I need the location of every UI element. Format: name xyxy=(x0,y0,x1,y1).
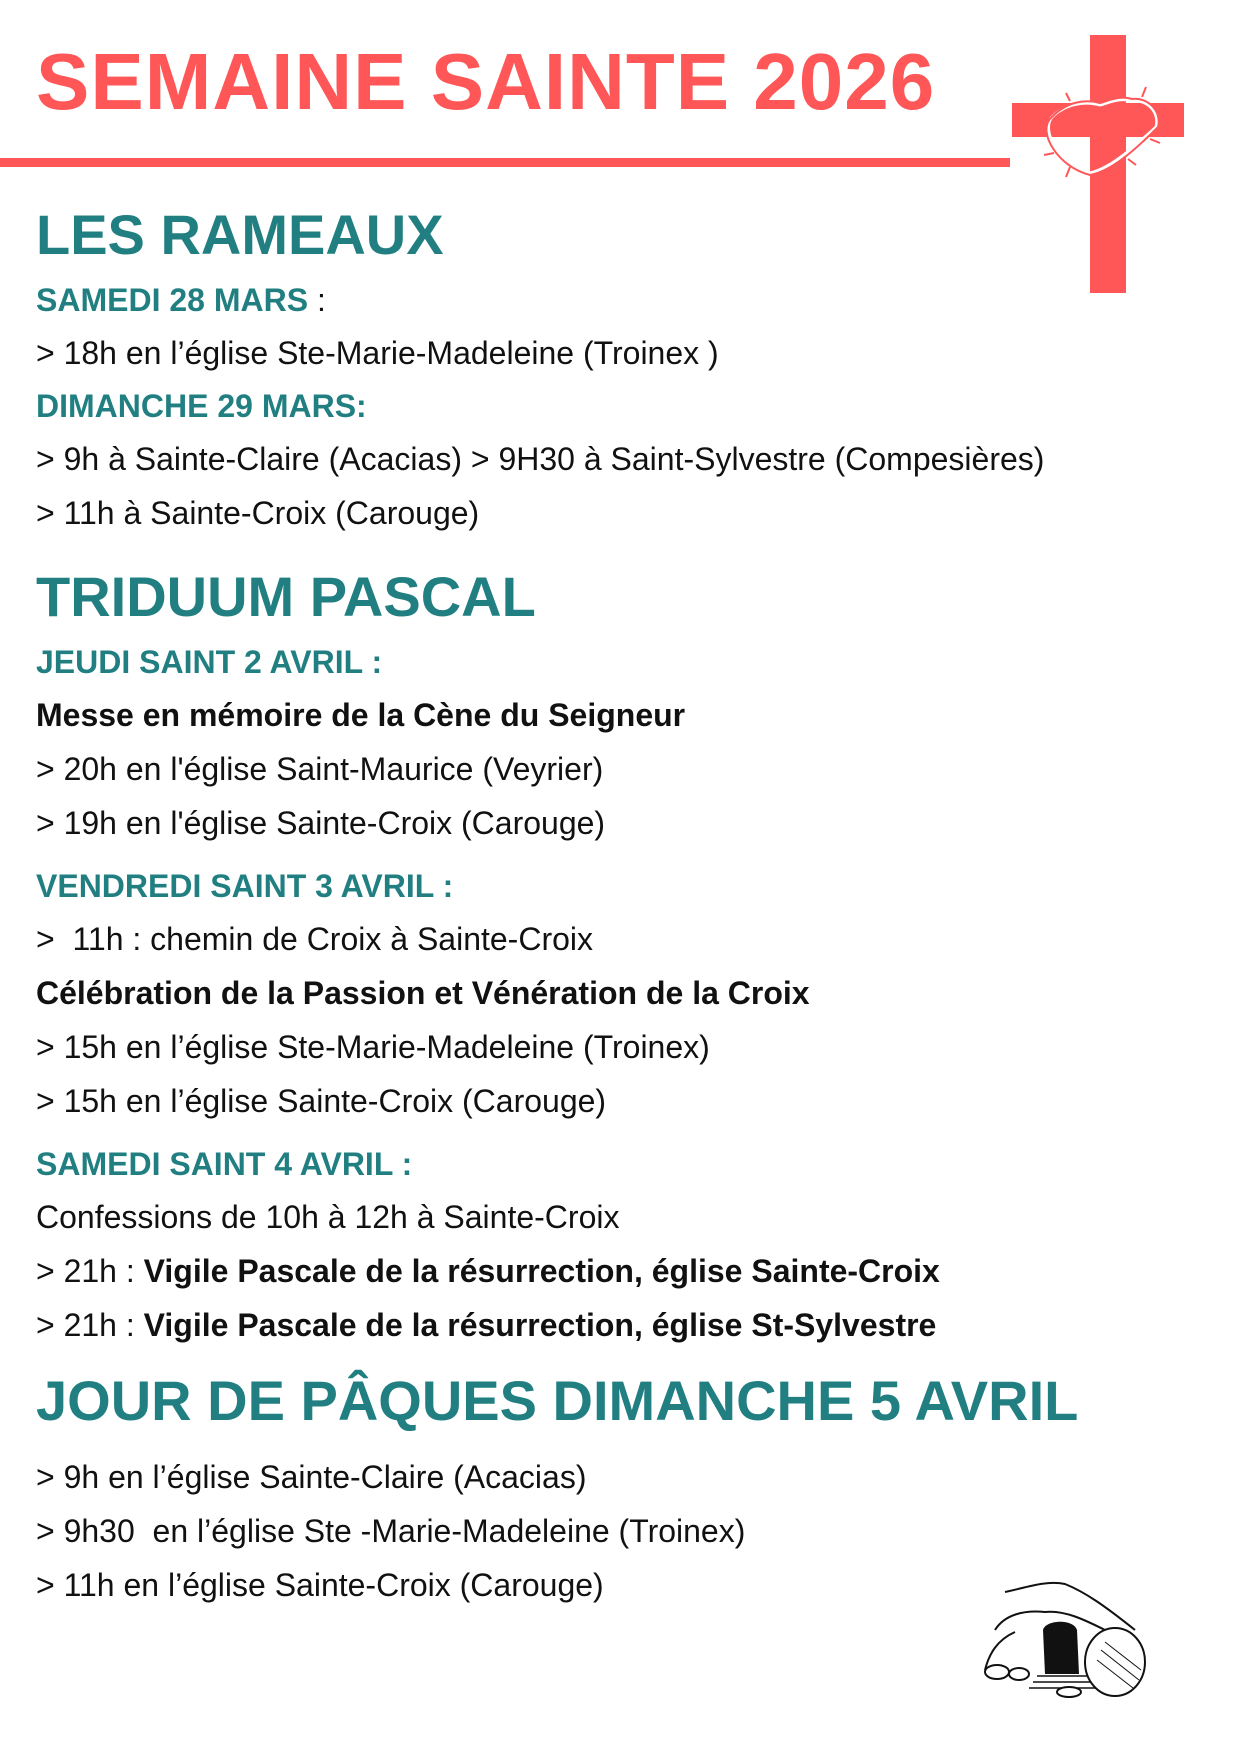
vigil-title: Vigile Pascale de la résurrection, église St-Sylvestre xyxy=(143,1307,937,1343)
spacer xyxy=(36,1352,1216,1362)
vigil-line xyxy=(36,1244,1216,1298)
section-heading-paques: JOUR DE PÂQUES DIMANCHE 5 AVRIL xyxy=(36,1369,1079,1432)
schedule-line: > 9h à Sainte-Claire (Acacias) > 9H30 à Saint-Sylvestre (Compesières) xyxy=(36,441,1045,477)
day-label-colon: : xyxy=(308,282,326,318)
schedule-line: > 19h en l'église Sainte-Croix (Carouge) xyxy=(36,805,606,841)
day-label-dimanche-29-mars: DIMANCHE 29 MARS: xyxy=(36,388,367,424)
vigil-time: > 21h : xyxy=(36,1307,144,1343)
day-label-samedi-saint: SAMEDI SAINT 4 AVRIL : xyxy=(36,1146,413,1182)
day-label-samedi-28-mars xyxy=(36,274,1216,326)
schedule-content xyxy=(36,196,1216,1612)
service-title: Célébration de la Passion et Vénération de la Croix xyxy=(36,975,810,1011)
schedule-line: > 11h en l’église Sainte-Croix (Carouge) xyxy=(36,1567,604,1603)
confessions-line: Confessions de 10h à 12h à Sainte-Croix xyxy=(36,1199,620,1235)
day-label-jeudi-saint: JEUDI SAINT 2 AVRIL : xyxy=(36,644,383,680)
schedule-line: > 9h30 en l’église Ste -Marie-Madeleine (Troinex) xyxy=(36,1513,746,1549)
schedule-line: > 20h en l'église Saint-Maurice (Veyrier) xyxy=(36,751,604,787)
schedule-line: > 11h : chemin de Croix à Sainte-Croix xyxy=(36,921,593,957)
day-label-text: SAMEDI 28 MARS xyxy=(36,282,309,318)
page-title: SEMAINE SAINTE 2026 xyxy=(36,37,936,126)
schedule-line: > 18h en l’église Ste-Marie-Madeleine (Troinex ) xyxy=(36,335,719,371)
spacer xyxy=(36,1440,1216,1450)
spacer xyxy=(36,1128,1216,1138)
spacer xyxy=(36,540,1216,558)
vigil-title: Vigile Pascale de la résurrection, église Sainte-Croix xyxy=(143,1253,940,1289)
title-divider xyxy=(0,158,1010,167)
service-title: Messe en mémoire de la Cène du Seigneur xyxy=(36,697,686,733)
schedule-line: > 15h en l’église Ste-Marie-Madeleine (Troinex) xyxy=(36,1029,710,1065)
schedule-line: > 9h en l’église Sainte-Claire (Acacias) xyxy=(36,1459,587,1495)
vigil-time: > 21h : xyxy=(36,1253,144,1289)
vigil-line xyxy=(36,1298,1216,1352)
section-heading-rameaux: LES RAMEAUX xyxy=(36,203,444,266)
spacer xyxy=(36,850,1216,860)
empty-tomb-icon xyxy=(975,1570,1155,1700)
schedule-line: > 15h en l’église Sainte-Croix (Carouge) xyxy=(36,1083,607,1119)
schedule-line: > 11h à Sainte-Croix (Carouge) xyxy=(36,495,480,531)
section-heading-triduum: TRIDUUM PASCAL xyxy=(36,565,536,628)
day-label-vendredi-saint: VENDREDI SAINT 3 AVRIL : xyxy=(36,868,454,904)
